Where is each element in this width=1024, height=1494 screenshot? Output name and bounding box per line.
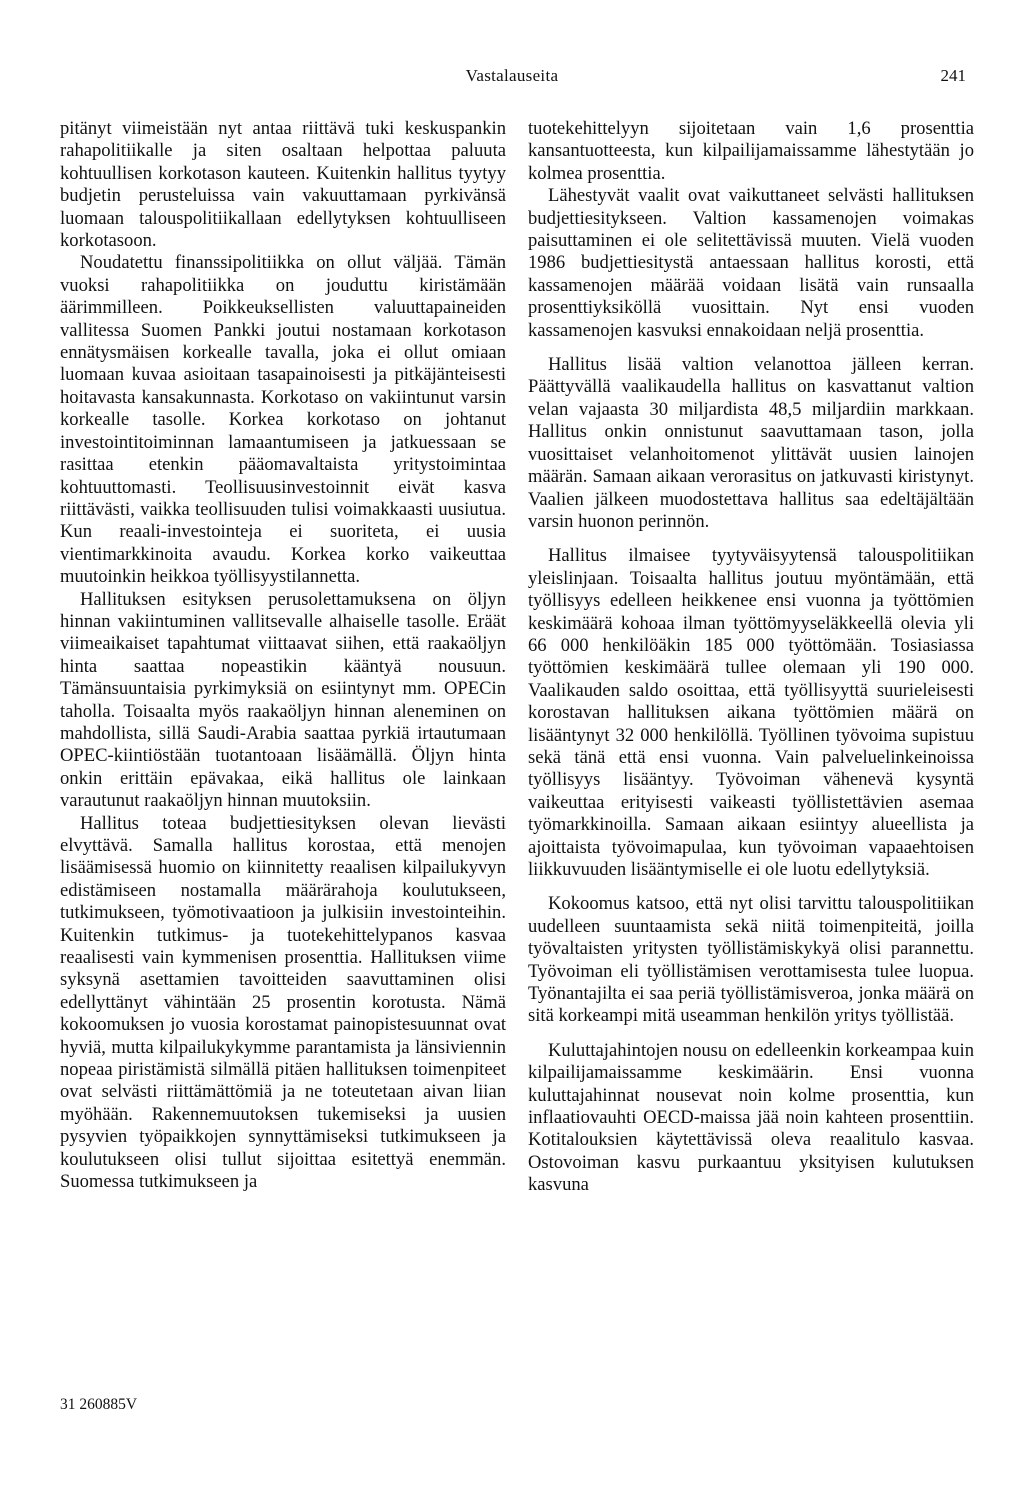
paragraph: pitänyt viimeistään nyt antaa riittävä tuki keskuspankin rahapolitiikalle ja siten osaltaan helpottaa paluuta kohtuullisen korkotason kauteen. Kuitenkin hallitus tyytyy budjetin perusteluissa vain vakuuttamaan pyrkivänsä luomaan talouspolitiikallaan edellytyksen kohtuulliseen korkotasoon. [60,118,506,252]
running-title: Vastalauseita [465,66,559,85]
paragraph: Noudatettu finanssipolitiikka on ollut väljää. Tämän vuoksi rahapolitiikka on jouduttu kiristämään äärimmilleen. Poikkeuksellisten valuuttapaineiden vallitessa Suomen Pankki joutui nostamaan korkotason ennätysmäisen korkealle tavalla, joka ei ollut omiaan luomaan kuvaa asioitaan tasapainoisesti ja pitkäjänteisesti hoitavasta kansakunnasta. Korkotaso on vakiintunut varsin korkealle tasolle. Korkea korkotaso on johtanut investointitoiminnan lamaantumiseen ja jatkuessaan se rasittaa etenkin pääomavaltaista yritystoimintaa kohtuuttomasti. Teollisuusinvestoinnit eivät kasva riittävästi, vaikka teollisuuden tulisi voimakkaasti uusiutua. Kun reaali-investointeja ei suoriteta, ei uusia vientimarkkinoita avaudu. Korkea korko vaikeuttaa muutoinkin heikkoa työllisyystilannetta. [60,252,506,588]
paragraph: Hallitus ilmaisee tyytyväisyytensä talouspolitiikan yleislinjaan. Toisaalta hallitus joutuu myöntämään, että työllisyys edelleen heikkenee ensi vuonna ja työttömien keskimäärä kohoaa ilman työttömyyseläkkeellä olevia yli 66 000 henkilöäkin 185 000 työttömään. Tosiasiassa työttömien keskimäärä tullee olemaan yli 190 000. Vaalikauden saldo osoittaa, että työllisyyttä suurieleisesti korostavan hallituksen aikana työttömien määrä on lisääntynyt 32 000 henkilöllä. Työllinen työvoima supistuu sekä tänä että ensi vuonna. Vain palveluelinkeinoissa työllisyys lisääntyy. Työvoiman vähenevä kysyntä vaikeuttaa erityisesti vaikeasti työllistettävien asemaa työmarkkinoilla. Samaan aikaan esiintyy alueellista ja ajoittaista työvoimapulaa, kun työvoiman vapaaehtoisen liikkuvuuden lisääntymiselle ei ole luotu edellytyksiä. [528,545,974,880]
paragraph: Hallitus lisää valtion velanottoa jälleen kerran. Päättyvällä vaalikaudella hallitus on kasvattanut valtion velan vajaasta 30 miljardista 48,5 miljardiin markkaan. Hallitus onkin onnistunut saavuttamaan tason, jolla vuosittaiset velanhoitomenot ylittävät uusien lainojen määrän. Samaan aikaan verorasitus on jatkuvasti kiristynyt. Vaalien jälkeen muodostettava hallitus saa edeltäjältään varsin huonon perinnön. [528,354,974,532]
paragraph: Kokoomus katsoo, että nyt olisi tarvittu talouspolitiikan uudelleen suuntaamista sekä niitä toimenpiteitä, joilla työvaltaisten yritysten työllistämiskykyä olisi parannettu. Työvoiman eli työllistämisen verottamisesta tulee luopua. Työnantajilta ei saa periä työllistämisveroa, jonka määrä on sitä korkeampi mitä useamman henkilön yritys työllistää. [528,893,974,1027]
signature-mark: 31 260885V [60,1396,138,1413]
page-number: 241 [940,66,966,85]
paragraph: Kuluttajahintojen nousu on edelleenkin korkeampaa kuin kilpailijamaissamme keskimäärin. Ensi vuonna kuluttajahinnat nousevat noin kolme prosenttia, kun inflaatiovauhti OECD-maissa jää noin kahteen prosenttiin. Kotitalouksien käytettävissä oleva reaalitulo kasvaa. Ostovoiman kasvu purkaantuu yksityisen kulutuksen kasvuna [528,1039,974,1196]
paragraph: Lähestyvät vaalit ovat vaikuttaneet selvästi hallituksen budjettiesitykseen. Valtion kassamenojen voimakas paisuttaminen ei ole selitettävissä muuten. Vielä vuoden 1986 budjettiesitystä antaessaan hallitus korosti, että kassamenojen määrää voidaan lisätä vain runsaalla prosenttiyksiköllä vuosittain. Nyt ensi vuoden kassamenojen kasvuksi ennakoidaan neljä prosenttia. [528,185,974,341]
left-column [60,118,506,1194]
right-column [528,118,974,1197]
running-head [0,66,1024,90]
paragraph: Hallituksen esityksen perusolettamuksena on öljyn hinnan vakiintuminen vallitsevalle alhaiselle tasolle. Eräät viimeaikaiset tapahtumat viittaavat siihen, että raakaöljyn hinta saattaa nopeastikin kääntyä nousuun. Tämänsuuntaisia pyrkimyksiä on esiintynyt mm. OPECin taholla. Toisaalta myös raakaöljyn hinnan aleneminen on mahdollista, sillä Saudi-Arabia saattaa pyrkiä irtautumaan OPEC-kiintiöstään tuotantoaan lisäämällä. Öljyn hinta onkin erittäin epävakaa, eikä hallitus ole lainkaan varautunut raakaöljyn hinnan muutoksiin. [60,588,506,812]
paragraph: tuotekehittelyyn sijoitetaan vain 1,6 prosenttia kansantuotteesta, kun kilpailijamaissamme lähestytään jo kolmea prosenttia. [528,118,974,184]
paragraph: Hallitus toteaa budjettiesityksen olevan lievästi elvyttävä. Samalla hallitus korostaa, että menojen lisäämisessä huomio on kiinnitetty reaalisen kilpailukyvyn edistämiseen nostamalla määrärahoja koulutukseen, tutkimukseen, työmotivaatioon ja julkisiin investointeihin. Kuitenkin tutkimus- ja tuotekehittelypanos kasvaa reaalisesti vain kymmenisen prosenttia. Hallituksen viime syksynä asettamien tavoitteiden saavuttaminen olisi edellyttänyt vähintään 25 prosentin korotusta. Nämä kokoomuksen jo vuosia korostamat painopistesuunnat ovat hyviä, mutta kilpailukykymme parantamista ja länsiviennin nopeaa piristämistä silmällä pitäen hallituksen toimenpiteet ovat selvästi riittämättömiä ja ne toteutetaan aivan liian myöhään. Rakennemuutoksen tukemiseksi ja uusien pysyvien työpaikkojen synnyttämiseksi tutkimukseen ja koulutukseen olisi tullut sijoittaa esitettyä enemmän. Suomessa tutkimukseen ja [60,812,506,1193]
